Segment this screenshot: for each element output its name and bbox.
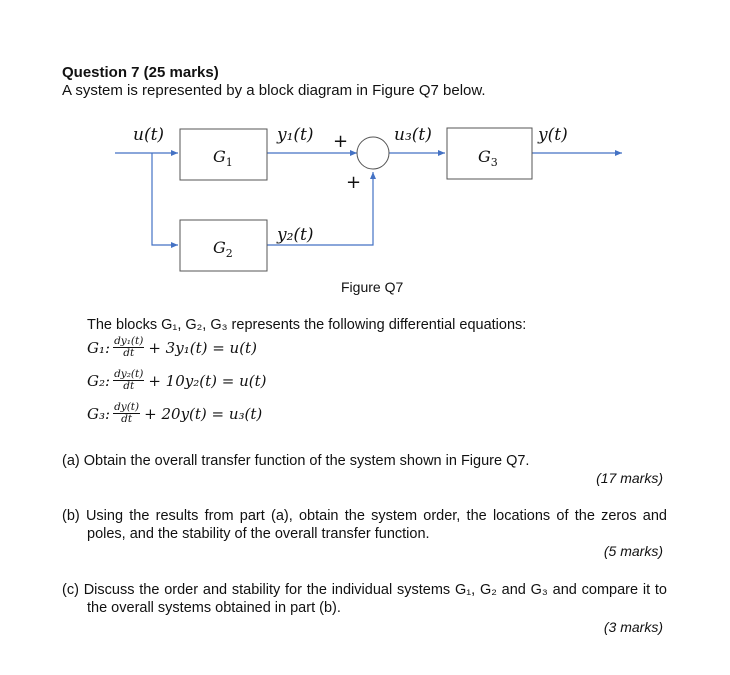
sum-sign-top: + [333,131,349,152]
branch-arrow [152,153,178,245]
equations-intro: The blocks G₁, G₂, G₃ represents the following differential equations: [87,317,527,333]
block-diagram [0,0,730,300]
derivative-fraction: $\frac{\text{dy₂(t)}}{dt}$ [114,368,144,392]
equation-block: G₃: [87,404,111,423]
g1-label: $G_1$ [213,147,233,169]
equation-block: G₂: [87,371,111,390]
signal-y2: y₂(t) [277,225,314,245]
signal-y1: y₁(t) [277,125,314,145]
signal-u3: u₃(t) [394,125,432,145]
equation-block: G₁: [87,338,111,357]
equation-rest: + 3y₁(t) = u(t) [148,338,257,357]
equation-g3 [87,402,262,425]
equation-rest: + 20y(t) = u₃(t) [144,404,263,423]
part-b-marks: (5 marks) [603,543,663,559]
part-c-marks: (3 marks) [603,619,663,635]
equation-g1 [87,336,257,359]
sum-sign-bottom: + [346,172,362,193]
derivative-fraction: $\frac{dy(t)}{dt}$ [114,401,140,425]
g3-label: $G_3$ [478,147,498,169]
part-a-marks: (17 marks) [596,470,663,486]
equation-rest: + 10y₂(t) = u(t) [148,371,267,390]
equation-g2 [87,369,266,392]
g2-label: $G_2$ [213,238,233,260]
signal-y: y(t) [538,125,568,145]
part-a: (a) Obtain the overall transfer function of the system shown in Figure Q7. [62,453,530,469]
derivative-fraction: $\frac{\text{dy₁(t)}}{dt}$ [114,335,144,359]
part-b: (b) Using the results from part (a), obtain the system order, the locations of the zeros and poles, and the stability of the overall transfer function. [62,508,667,542]
summing-junction [357,137,389,169]
figure-caption: Figure Q7 [341,279,404,295]
part-c: (c) Discuss the order and stability for the individual systems G₁, G₂ and G₃ and compare it to the overall systems obtained in part (b). [62,582,667,616]
signal-u: u(t) [133,125,165,145]
question-title: Question 7 (25 marks) [62,64,219,81]
question-intro: A system is represented by a block diagram in Figure Q7 below. [62,82,486,99]
